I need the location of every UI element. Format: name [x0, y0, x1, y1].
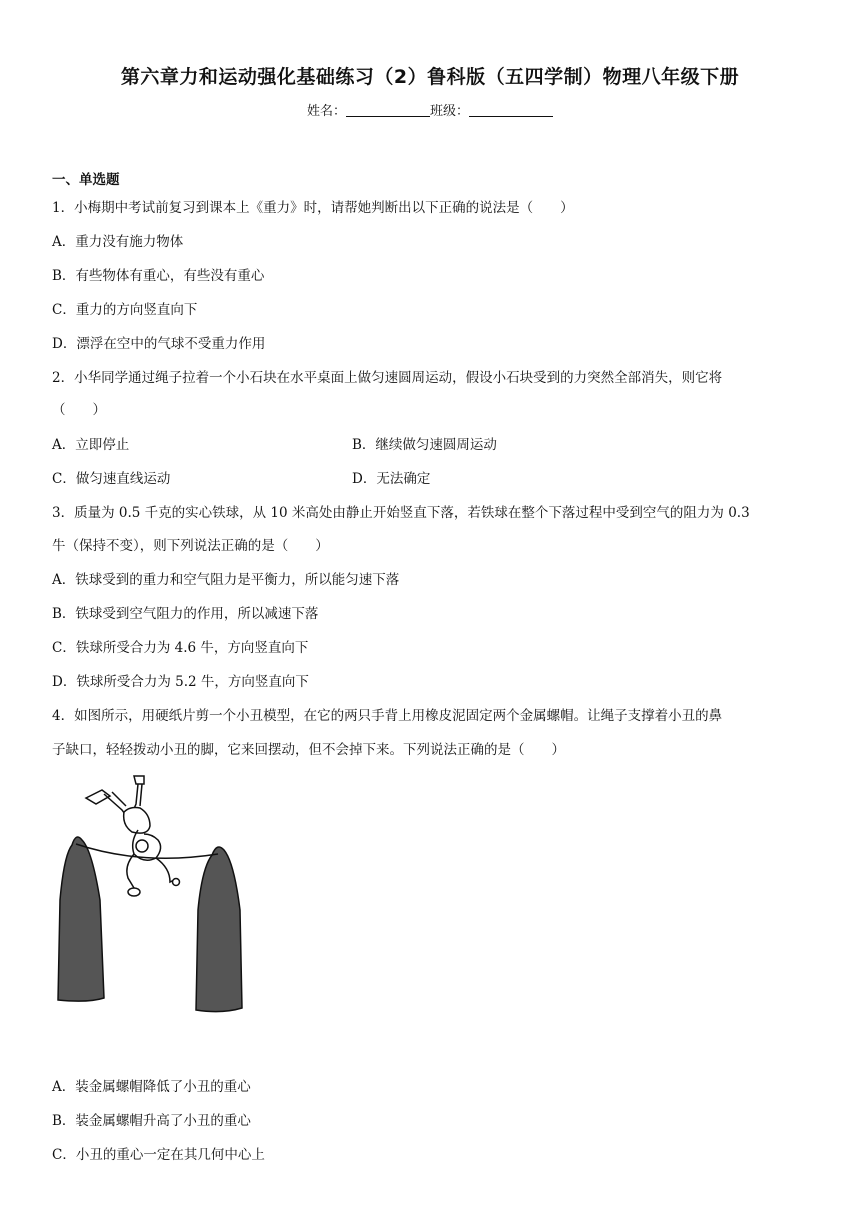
- question-4-stem-line2: 子缺口，轻轻拨动小丑的脚，它来回摆动，但不会掉下来。下列说法正确的是（ ）: [52, 742, 565, 758]
- clown-model: [86, 776, 180, 896]
- question-3-stem-line1: 3．质量为 0.5 千克的实心铁球，从 10 米高处由静止开始竖直下落，若铁球在整个下落过程中受到空气的阻力为 0.3: [52, 505, 750, 521]
- question-2-option-b[interactable]: B．继续做匀速圆周运动: [352, 437, 497, 453]
- clown-on-rope-figure: [52, 770, 252, 1015]
- page-title: 第六章力和运动强化基础练习（2）鲁科版（五四学制）物理八年级下册: [120, 66, 740, 88]
- question-1-option-d[interactable]: D．漂浮在空中的气球不受重力作用: [52, 336, 266, 352]
- question-1-option-b[interactable]: B．有些物体有重心，有些没有重心: [52, 268, 265, 284]
- question-1-option-c[interactable]: C．重力的方向竖直向下: [52, 302, 198, 318]
- question-3-option-c[interactable]: C．铁球所受合力为 4.6 牛，方向竖直向下: [52, 640, 309, 656]
- question-3-option-b[interactable]: B．铁球受到空气阻力的作用，所以减速下落: [52, 606, 319, 622]
- question-1-stem: 1．小梅期中考试前复习到课本上《重力》时，请帮她判断出以下正确的说法是（ ）: [52, 200, 574, 216]
- question-4-stem-line1: 4．如图所示，用硬纸片剪一个小丑模型，在它的两只手背上用橡皮泥固定两个金属螺帽。让绳子支撑着小丑的鼻: [52, 708, 723, 724]
- class-label: 班级：: [430, 104, 470, 119]
- student-info-line: [0, 100, 860, 119]
- right-bottle: [196, 847, 242, 1012]
- question-2-option-d[interactable]: D．无法确定: [352, 471, 431, 487]
- question-4-option-a[interactable]: A．装金属螺帽降低了小丑的重心: [52, 1079, 251, 1095]
- class-blank[interactable]: [469, 104, 553, 117]
- question-4-option-c[interactable]: C．小丑的重心一定在其几何中心上: [52, 1147, 265, 1163]
- left-bottle: [58, 837, 104, 1001]
- question-2-stem-line1: 2．小华同学通过绳子拉着一个小石块在水平桌面上做匀速圆周运动，假设小石块受到的力突然全部消失，则它将: [52, 370, 723, 386]
- question-3-stem-line2: 牛（保持不变），则下列说法正确的是（ ）: [52, 538, 329, 554]
- question-1-option-a[interactable]: A．重力没有施力物体: [52, 234, 184, 250]
- name-blank[interactable]: [346, 104, 430, 117]
- question-2-option-c[interactable]: C．做匀速直线运动: [52, 471, 171, 487]
- question-2-option-a[interactable]: A．立即停止: [52, 437, 130, 453]
- name-label: 姓名：: [306, 104, 346, 119]
- question-3-option-d[interactable]: D．铁球所受合力为 5.2 牛，方向竖直向下: [52, 674, 309, 690]
- question-4-option-b[interactable]: B．装金属螺帽升高了小丑的重心: [52, 1113, 251, 1129]
- section-heading: 一、单选题: [52, 172, 120, 188]
- question-3-option-a[interactable]: A．铁球受到的重力和空气阻力是平衡力，所以能匀速下落: [52, 572, 400, 588]
- question-2-stem-line2: （ ）: [52, 402, 106, 418]
